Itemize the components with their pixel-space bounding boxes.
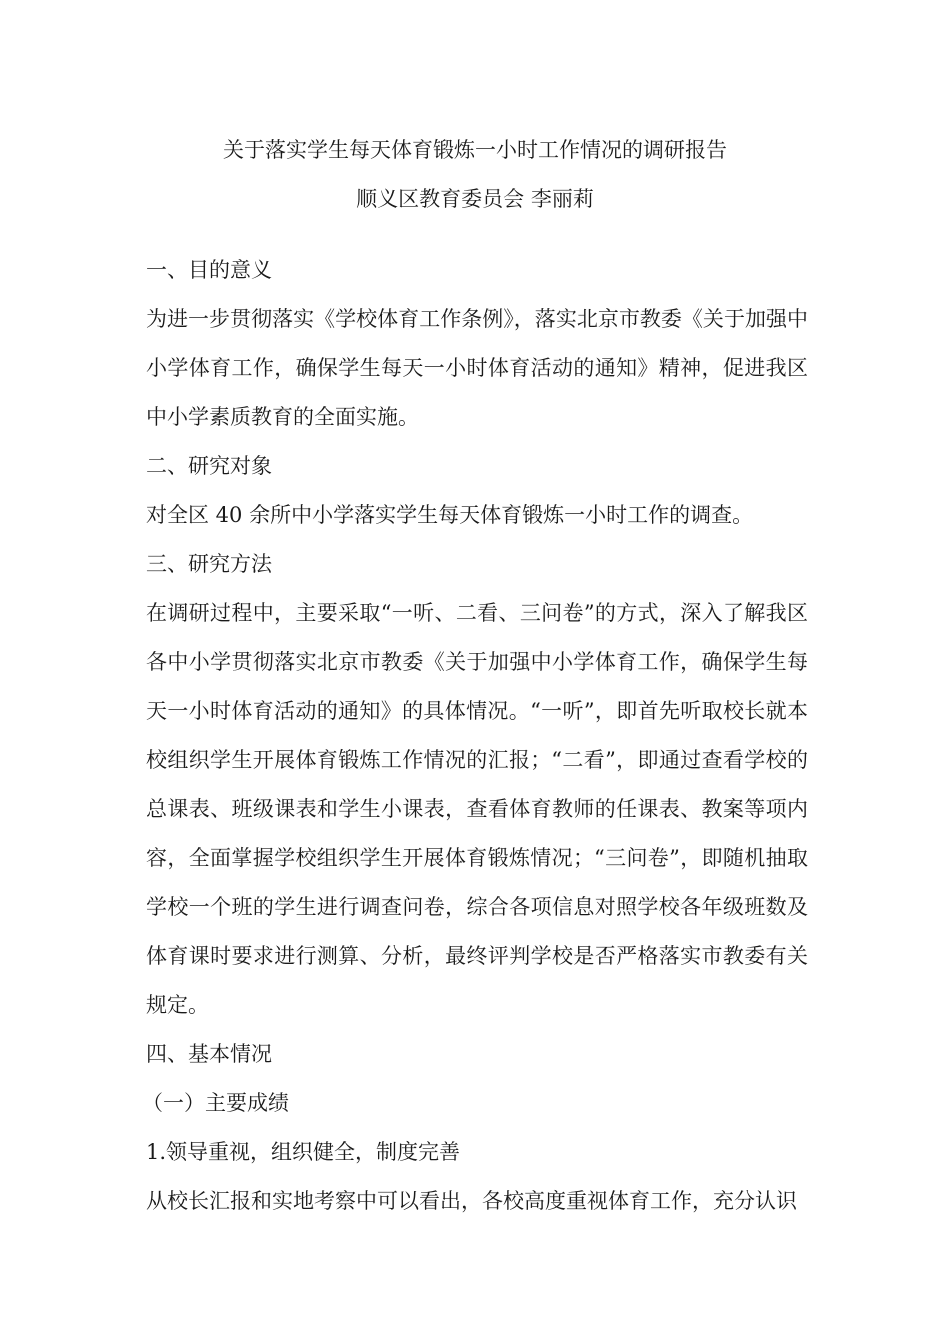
subsection-heading-achievements: （一）主要成绩 — [142, 1091, 289, 1115]
author-line: 顺义区教育委员会 李丽莉 — [356, 187, 594, 211]
paragraph-leadership: 从校长汇报和实地考察中可以看出，各校高度重视体育工作，充分认识 — [146, 1189, 797, 1213]
section-heading-basic: 四、基本情况 — [146, 1042, 272, 1066]
paragraph-purpose: 为进一步贯彻落实《学校体育工作条例》，落实北京市教委《关于加强中小学体育工作，确保学生每天一小时体育活动的通知》精神，促进我区中小学素质教育的全面实施。 — [146, 307, 808, 429]
section-heading-purpose: 一、目的意义 — [146, 258, 272, 282]
document-title: 关于落实学生每天体育锻炼一小时工作情况的调研报告 — [223, 138, 727, 162]
document-body — [142, 246, 808, 1226]
paragraph-method: 在调研过程中，主要采取“一听、二看、三问卷”的方式，深入了解我区各中小学贯彻落实北京市教委《关于加强中小学体育工作，确保学生每天一小时体育活动的通知》的具体情况。“一听”，即首先听取校长就本校组织学生开展体育锻炼工作情况的汇报；“二看”，即通过查看学校的总课表、班级课表和学生小课表，查看体育教师的任课表、教案等项内容，全面掌握学校组织学生开展体育锻炼情况；“三问卷”，即随机抽取学校一个班的学生进行调查问卷，综合各项信息对照学校各年级班数及体育课时要求进行测算、分析，最终评判学校是否严格落实市教委有关规定。 — [146, 601, 808, 1017]
item-heading-leadership: 1.领导重视，组织健全，制度完善 — [146, 1140, 461, 1164]
section-heading-subject: 二、研究对象 — [146, 454, 272, 478]
section-heading-method: 三、研究方法 — [146, 552, 272, 576]
paragraph-subject: 对全区 40 余所中小学落实学生每天体育锻炼一小时工作的调查。 — [146, 503, 754, 527]
